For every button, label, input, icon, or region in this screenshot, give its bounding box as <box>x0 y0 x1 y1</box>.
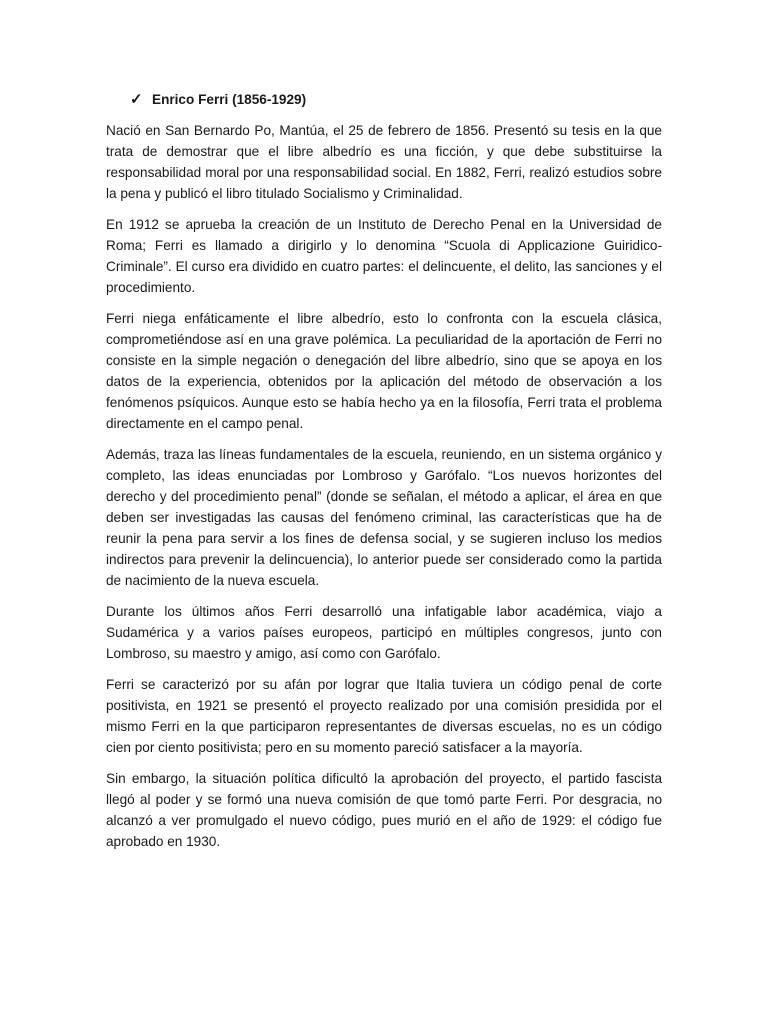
heading-text: Enrico Ferri (1856-1929) <box>152 92 307 107</box>
section-heading <box>130 90 662 111</box>
paragraph-5: Durante los últimos años Ferri desarrolló una infatigable labor académica, viajo a Sudamérica y a varios países europeos, participó en múltiples congresos, junto con Lombroso, su maestro y amigo, así como con Garófalo. <box>106 603 662 661</box>
paragraph-4: Además, traza las líneas fundamentales de la escuela, reuniendo, en un sistema orgánico y completo, las ideas enunciadas por Lombroso y Garófalo. “Los nuevos horizontes del derecho y del procedimiento penal” (donde se señalan, el método a aplicar, el área en que deben ser investigadas las causas del fenómeno criminal, las características que ha de reunir la pena para servir a los fines de defensa social, y se sugieren incluso los medios indirectos para prevenir la delincuencia), lo anterior puede ser considerado como la partida de nacimiento de la nueva escuela. <box>106 447 662 588</box>
paragraph-1: Nació en San Bernardo Po, Mantúa, el 25 de febrero de 1856. Presentó su tesis en la que trata de demostrar que el libre albedrío es una ficción, y que debe substituirse la responsabilidad moral por una responsabilidad social. En 1882, Ferri, realizó estudios sobre la pena y publicó el libro titulado Socialismo y Criminalidad. <box>106 122 662 201</box>
paragraph-2: En 1912 se aprueba la creación de un Instituto de Derecho Penal en la Universidad de Roma; Ferri es llamado a dirigirlo y lo denomina “Scuola di Applicazione Guiridico-Criminale”. El curso era dividido en cuatro partes: el delincuente, el delito, las sanciones y el procedimiento. <box>106 217 662 295</box>
paragraph-6: Ferri se caracterizó por su afán por lograr que Italia tuviera un código penal de corte positivista, en 1921 se presentó el proyecto realizado por una comisión presidida por el mismo Ferri en la que participaron representantes de diversas escuelas, no es un código cien por ciento positivista; pero en su momento pareció satisfacer a la mayoría. <box>106 677 662 755</box>
paragraph-7: Sin embargo, la situación política dificultó la aprobación del proyecto, el partido fascista llegó al poder y se formó una nueva comisión de que tomó parte Ferri. Por desgracia, no alcanzó a ver promulgado el nuevo código, pues murió en el año de 1929: el código fue aprobado en 1930. <box>106 771 662 849</box>
paragraph-3: Ferri niega enfáticamente el libre albedrío, esto lo confronta con la escuela clásica, comprometiéndose así en una grave polémica. La peculiaridad de la aportación de Ferri no consiste en la simple negación o denegación del libre albedrío, sino que se apoya en los datos de la experiencia, obtenidos por la aplicación del método de observación a los fenómenos psíquicos. Aunque esto se había hecho ya en la filosofía, Ferri trata el problema directamente en el campo penal. <box>106 311 662 431</box>
document-page <box>106 90 662 863</box>
checkmark-icon: ✓ <box>130 91 143 108</box>
